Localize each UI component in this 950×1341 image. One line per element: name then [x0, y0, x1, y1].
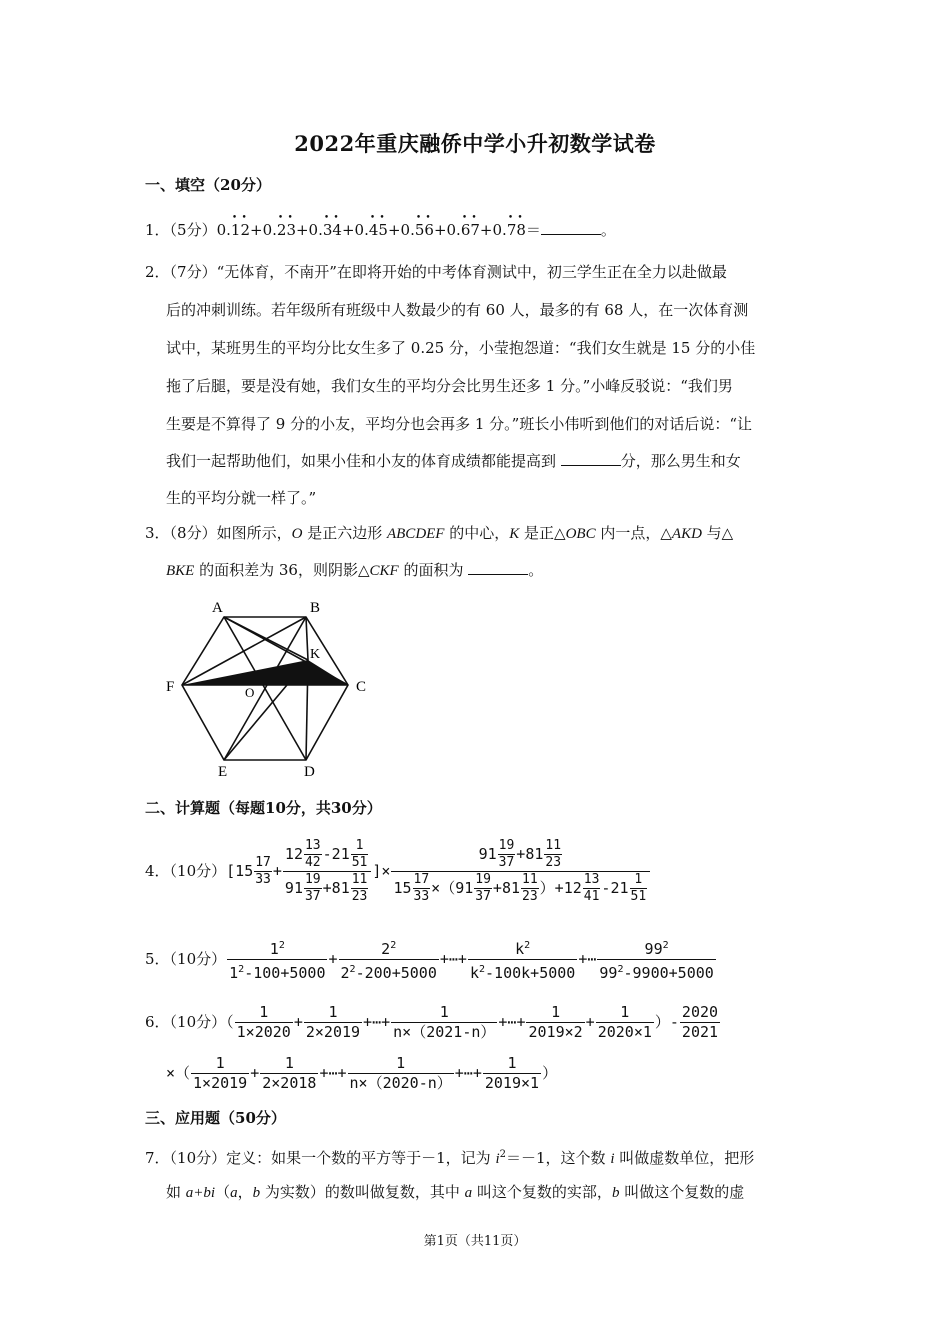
- plus-sign: +: [272, 862, 282, 880]
- plus-sign: +: [328, 950, 338, 968]
- ellipsis: +⋯+: [439, 950, 467, 968]
- q4-term: [15: [226, 862, 254, 880]
- q5-term-2: $\frac{2^2}{2^2-200+5000}$: [339, 936, 439, 983]
- q6-end: ）: [542, 1064, 558, 1082]
- question-7-line-2: [166, 1182, 744, 1203]
- q7-var-abi: a+bi: [185, 1185, 216, 1201]
- repeating-digit: • 6: [461, 220, 471, 240]
- q6-label: 6．（10分）（: [145, 1013, 234, 1031]
- q3-var-bke: BKE: [166, 563, 195, 579]
- q4-big-fraction-2: 91 $\frac{19}{37}$ +81 $\frac{11}{23}$ 15 $\frac{17}{33}$ ×（91 $\frac{19}{37}$ +81 $\frac{11}{23}$ ）+12 $\frac{13}{41}$ -21 $\frac{1}{51}$: [391, 838, 650, 905]
- q4-fraction: $\frac{17}{33}$: [255, 855, 271, 887]
- repeating-digit: • 7: [470, 220, 480, 240]
- q6-term: $\frac{1}{2019\times 1}$: [484, 1054, 540, 1092]
- q5-term-99: $\frac{99^2}{99^2-9900+5000}$: [597, 936, 715, 983]
- hexagon-figure: [160, 595, 380, 780]
- q7-text: ＝－1，这个数: [506, 1149, 611, 1167]
- question-3-line-1: [145, 523, 733, 544]
- q7-text: 为实数）的数叫做复数，其中: [260, 1183, 465, 1201]
- page-title: 2022年重庆融侨中学小升初数学试卷: [294, 131, 656, 156]
- q3-text: 的中心，: [444, 524, 510, 542]
- q3-text: 内一点，△: [595, 524, 672, 542]
- q6-mid: ）-: [654, 1013, 679, 1031]
- line-kb: [306, 617, 308, 660]
- q4-close: ]×: [372, 862, 391, 880]
- section-heading-application: 三、应用题（50分）: [145, 1109, 286, 1127]
- repeating-digit: • 3: [323, 220, 333, 240]
- q5-term-1: $\frac{1^2}{1^2-100+5000}$: [227, 936, 327, 983]
- decimal-plus: +0.: [295, 221, 323, 239]
- q6-times: ×（: [166, 1064, 191, 1082]
- q7-var-a: a: [464, 1185, 473, 1201]
- q2-line6-text: 我们一起帮助他们，如果小佳和小友的体育成绩都能提高到: [166, 452, 557, 470]
- question-1: [145, 220, 616, 240]
- q7-var-i: i: [495, 1151, 500, 1167]
- vertex-label-c: C: [356, 679, 367, 695]
- q3-text: 与△: [701, 524, 734, 542]
- q1-equals: ＝: [525, 221, 541, 239]
- q1-expression: [231, 221, 526, 239]
- repeating-digit: • 1: [231, 220, 241, 240]
- q3-var-ckf: CKF: [369, 563, 399, 579]
- repeating-digit: • 4: [369, 220, 379, 240]
- answer-blank[interactable]: [468, 560, 528, 575]
- plus-sign: +: [250, 1064, 260, 1082]
- q1-end: 。: [600, 221, 616, 239]
- q6-term: $\frac{1}{n\times(2021-n)}$: [393, 1003, 496, 1041]
- vertex-label-o: O: [245, 685, 255, 700]
- answer-blank[interactable]: [541, 220, 601, 235]
- q3-text: 3．（8分）如图所示，: [145, 524, 292, 542]
- q7-text: 叫做这个复数的虚: [619, 1183, 745, 1201]
- q7-text: 叫这个复数的实部，: [472, 1183, 612, 1201]
- ellipsis: +⋯+: [454, 1064, 482, 1082]
- ellipsis: +⋯+: [363, 1013, 391, 1031]
- vertex-label-e: E: [218, 764, 228, 780]
- vertex-label-a: A: [212, 600, 223, 616]
- question-2-line-6: [166, 451, 741, 471]
- q4-label: 4．（10分）: [145, 862, 227, 880]
- repeating-digit: • 2: [240, 220, 250, 240]
- decimal-plus: +0.: [433, 221, 461, 239]
- q3-var-o: O: [291, 526, 303, 542]
- q3-var-akd: AKD: [671, 526, 702, 542]
- q7-var-a: a: [230, 1185, 238, 1201]
- q3-text: 。: [528, 561, 544, 579]
- question-2-line-2: 后的冲刺训练。若年级所有班级中人数最少的有 60 人，最多的有 68 人，在一次体育测: [166, 301, 749, 319]
- question-2-line-7: 生的平均分就一样了。”: [166, 489, 317, 507]
- question-4: [145, 838, 651, 905]
- vertex-label-f: F: [166, 679, 175, 695]
- question-6-line-2: [166, 1054, 557, 1093]
- q3-var-obc: OBC: [565, 526, 596, 542]
- q3-text: 的面积差为 36，则阴影△: [194, 561, 370, 579]
- question-2-line-3: 试中，某班男生的平均分比女生多了 0.25 分，小莹抱怨道：“我们女生就是 15 分的小佳: [166, 339, 756, 357]
- q6-term: $\frac{1}{2019\times 2}$: [528, 1003, 583, 1041]
- vertex-label-b: B: [310, 600, 321, 616]
- section-heading-fill: 一、填空（20分）: [145, 176, 271, 194]
- vertex-label-d: D: [304, 764, 315, 780]
- ellipsis: +⋯+: [498, 1013, 526, 1031]
- question-2-line-4: 拖了后腿，要是没有她，我们女生的平均分会比男生还多 1 分。”小峰反驳说：“我们男: [166, 377, 733, 395]
- q3-var-hexagon: ABCDEF: [386, 526, 445, 542]
- q5-label: 5．（10分）: [145, 950, 227, 968]
- question-6-line-1: [145, 1003, 721, 1042]
- q7-text: 7．（10分）定义：如果一个数的平方等于－1，记为: [145, 1149, 496, 1167]
- q7-text: 如: [166, 1183, 186, 1201]
- repeating-digit: • 6: [424, 220, 434, 240]
- question-2-line-5: 生要是不算得了 9 分的小友，平均分也会再多 1 分。”班长小伟听到他们的对话后说：“让: [166, 415, 752, 433]
- question-3-line-2: [166, 560, 543, 581]
- q3-var-k: K: [509, 526, 520, 542]
- ellipsis: +⋯+: [319, 1064, 347, 1082]
- decimal-plus: +0.: [250, 221, 277, 239]
- q3-text: 的面积为: [398, 561, 469, 579]
- section-heading-calc: 二、计算题（每题10分，共30分）: [145, 799, 382, 817]
- question-2-line-1: 2．（7分）“无体育，不南开”在即将开始的中考体育测试中，初三学生正在全力以赴做最: [145, 263, 727, 281]
- answer-blank[interactable]: [561, 451, 621, 466]
- decimal-plus: +0.: [479, 221, 507, 239]
- repeating-digit: • 5: [415, 220, 425, 240]
- q6-ratio: $\frac{2020}{2021}$: [681, 1003, 719, 1041]
- q7-var-b: b: [611, 1185, 620, 1201]
- q6-term: $\frac{1}{1\times 2020}$: [236, 1003, 291, 1041]
- decimal-plus: +0.: [387, 221, 415, 239]
- ellipsis: +⋯: [578, 950, 597, 968]
- question-5: [145, 936, 717, 983]
- vertex-label-k: K: [310, 647, 321, 662]
- q7-text: 叫做虚数单位，把形: [614, 1149, 755, 1167]
- decimal-plus: +0.: [341, 221, 369, 239]
- plus-sign: +: [585, 1013, 595, 1031]
- repeating-digit: • 2: [277, 220, 287, 240]
- q6-term: $\frac{1}{n\times(2020-n)}$: [349, 1054, 452, 1092]
- q7-sup: 2: [499, 1149, 506, 1160]
- q3-text: 是正△: [519, 524, 566, 542]
- q5-term-k: $\frac{k^2}{k^2-100k+5000}$: [468, 936, 577, 983]
- repeating-digit: • 7: [507, 220, 517, 240]
- q3-text: 是正六边形: [302, 524, 387, 542]
- repeating-digit: • 4: [332, 220, 342, 240]
- shaded-triangle-ckf: [182, 660, 348, 685]
- q6-term: $\frac{1}{2020\times 1}$: [597, 1003, 652, 1041]
- q6-term: $\frac{1}{1\times 2019}$: [193, 1054, 248, 1092]
- q6-term: $\frac{1}{2\times 2019}$: [305, 1003, 361, 1041]
- q7-text: （: [215, 1183, 231, 1201]
- q1-prefix: 1．（5分）0.: [145, 221, 231, 239]
- q6-term: $\frac{1}{2\times 2018}$: [262, 1054, 317, 1092]
- plus-sign: +: [293, 1013, 303, 1031]
- repeating-digit: • 5: [378, 220, 388, 240]
- q7-var-i: i: [610, 1151, 615, 1167]
- q2-line6-tail: 分，那么男生和女: [620, 452, 741, 470]
- q7-var-b: b: [252, 1185, 261, 1201]
- question-7-line-1: [145, 1145, 754, 1169]
- repeating-digit: • 8: [516, 220, 526, 240]
- q4-big-fraction: 12 $\frac{13}{42}$ -21 $\frac{1}{51}$ 91 $\frac{19}{37}$ +81 $\frac{11}{23}$: [283, 838, 371, 905]
- repeating-digit: • 3: [286, 220, 296, 240]
- q7-text: ，: [237, 1183, 253, 1201]
- page-footer: 第1页（共11页）: [423, 1234, 527, 1249]
